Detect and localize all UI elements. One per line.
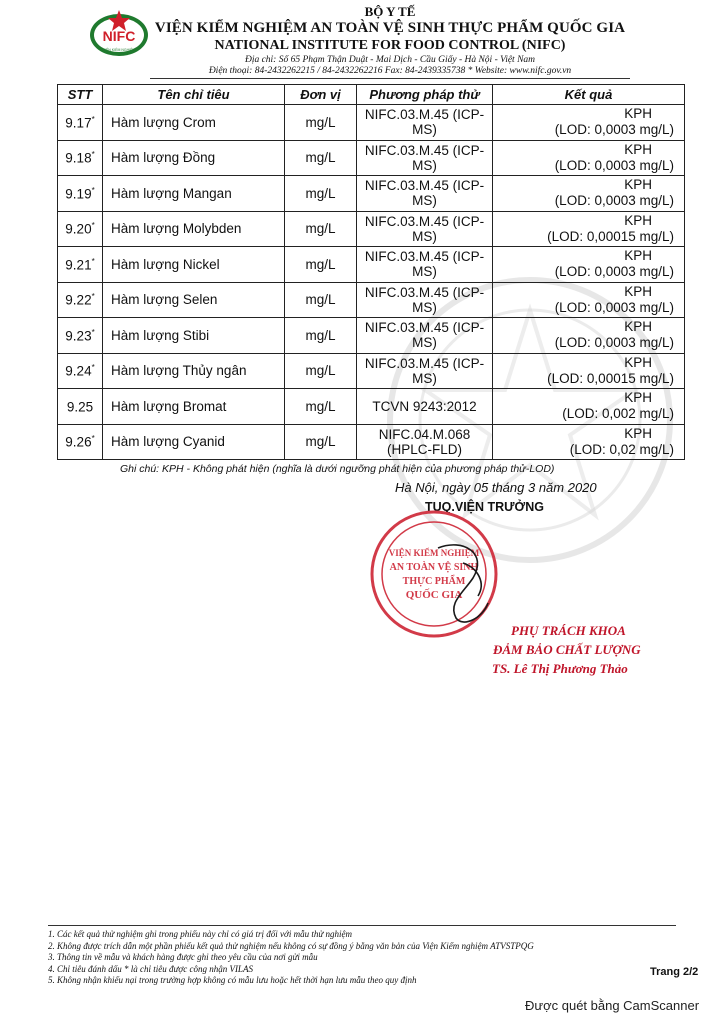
row-stt — [58, 318, 103, 354]
row-indicator: Hàm lượng Molybden — [103, 211, 285, 247]
row-result — [493, 176, 685, 212]
row-indicator: Hàm lượng Cyanid — [103, 424, 285, 460]
table-row — [58, 318, 685, 354]
result-value: KPH — [624, 177, 652, 193]
result-lod: (LOD: 0,0003 mg/L) — [554, 335, 674, 351]
stamp-line-2: AN TOÀN VỆ SINH — [389, 562, 479, 573]
row-method — [357, 389, 493, 425]
table-note: Ghi chú: KPH - Không phát hiện (nghĩa là dưới ngưỡng phát hiện của phương pháp thử-LOD) — [120, 463, 555, 475]
row-stt — [58, 140, 103, 176]
vilas-mark: * — [91, 363, 95, 372]
row-indicator: Hàm lượng Crom — [103, 105, 285, 141]
row-unit: mg/L — [285, 424, 357, 460]
result-value: KPH — [624, 319, 652, 335]
row-unit: mg/L — [285, 282, 357, 318]
vilas-mark: * — [91, 292, 95, 301]
row-result — [493, 247, 685, 283]
method-line: NIFC.03.M.45 (ICP-MS) — [364, 142, 485, 173]
row-stt — [58, 105, 103, 141]
row-unit: mg/L — [285, 140, 357, 176]
table-row — [58, 353, 685, 389]
result-lod: (LOD: 0,00015 mg/L) — [547, 228, 674, 244]
result-lod: (LOD: 0,0003 mg/L) — [554, 193, 674, 209]
method-line: NIFC.03.M.45 (ICP-MS) — [364, 107, 485, 138]
row-method — [357, 424, 493, 460]
row-result — [493, 389, 685, 425]
vilas-mark: * — [91, 114, 95, 124]
footnotes — [48, 929, 534, 987]
ministry-name: BỘ Y TẾ — [364, 4, 416, 19]
table-row — [58, 211, 685, 247]
row-indicator: Hàm lượng Nickel — [103, 247, 285, 283]
row-stt-number: 9.18 — [65, 150, 92, 166]
result-lod: (LOD: 0,002 mg/L) — [562, 406, 674, 422]
svg-text:VIỆN KIỂM NGHIỆM: VIỆN KIỂM NGHIỆM — [102, 48, 136, 52]
row-method — [357, 105, 493, 141]
row-unit: mg/L — [285, 389, 357, 425]
row-method — [357, 353, 493, 389]
table-row — [58, 176, 685, 212]
table-row — [58, 424, 685, 460]
table-row — [58, 105, 685, 141]
row-stt-number: 9.23 — [65, 328, 92, 343]
row-stt-number: 9.24 — [65, 363, 92, 379]
row-stt-number: 9.25 — [66, 399, 94, 414]
vilas-mark: * — [91, 327, 95, 337]
table-row — [58, 247, 685, 283]
stamp-line-1: VIỆN KIỂM NGHIỆM — [388, 548, 480, 558]
results-table — [57, 84, 685, 460]
method-line: NIFC.03.M.45 (ICP-MS) — [364, 284, 485, 315]
row-method — [357, 211, 493, 247]
col-header-unit: Đơn vị — [285, 85, 357, 105]
row-stt-number: 9.17 — [65, 115, 92, 130]
method-line: NIFC.03.M.45 (ICP-MS) — [364, 178, 485, 209]
row-result — [493, 318, 685, 354]
document-header — [0, 0, 723, 80]
result-value: KPH — [624, 354, 652, 370]
stamp-line-3: THỰC PHẨM — [402, 576, 466, 587]
row-result — [493, 353, 685, 389]
row-stt — [58, 389, 103, 425]
row-stt — [58, 282, 103, 318]
row-stt — [58, 211, 103, 247]
col-header-indicator: Tên chỉ tiêu — [103, 85, 285, 105]
method-line: NIFC.03.M.45 (ICP-MS) — [364, 249, 485, 280]
table-row — [58, 389, 685, 425]
row-unit: mg/L — [285, 211, 357, 247]
row-indicator: Hàm lượng Selen — [103, 282, 285, 318]
row-result — [493, 282, 685, 318]
row-stt — [58, 176, 103, 212]
institute-contact: Điện thoại: 84-2432262215 / 84-2432262216 Fax: 84-2439335738 * Website: www.nifc.gov.vn — [208, 66, 572, 76]
row-result — [493, 140, 685, 176]
result-value: KPH — [624, 248, 652, 264]
result-lod: (LOD: 0,0003 mg/L) — [554, 299, 674, 315]
col-header-result: Kết quả — [493, 85, 685, 105]
row-stt-number: 9.20 — [65, 221, 92, 237]
method-line: TCVN 9243:2012 — [372, 398, 477, 414]
vilas-mark: * — [91, 434, 95, 443]
stamp-line-4: QUỐC GIA — [405, 589, 463, 601]
result-value: KPH — [624, 425, 652, 441]
vilas-mark: * — [91, 256, 95, 266]
institute-name-vn: VIỆN KIỂM NGHIỆM AN TOÀN VỆ SINH THỰC PHẨM QUỐC GIA — [154, 20, 626, 36]
row-result — [493, 211, 685, 247]
result-lod: (LOD: 0,0003 mg/L) — [554, 157, 674, 173]
row-method — [357, 282, 493, 318]
signer-department-2: ĐẢM BẢO CHẤT LƯỢNG — [493, 642, 641, 657]
row-result — [493, 105, 685, 141]
official-stamp — [368, 508, 500, 640]
result-value: KPH — [624, 390, 652, 406]
row-method — [357, 176, 493, 212]
method-line: NIFC.04.M.068 — [378, 426, 471, 442]
result-value: KPH — [624, 106, 652, 122]
row-indicator: Hàm lượng Stibi — [103, 318, 285, 354]
row-indicator: Hàm lượng Thủy ngân — [103, 353, 285, 389]
row-unit: mg/L — [285, 105, 357, 141]
row-stt — [58, 247, 103, 283]
row-stt-number: 9.19 — [65, 186, 92, 201]
method-line: (HPLC-FLD) — [386, 441, 462, 457]
table-header-row — [58, 85, 685, 105]
row-indicator: Hàm lượng Mangan — [103, 176, 285, 212]
vilas-mark: * — [91, 150, 95, 159]
result-value: KPH — [624, 141, 652, 157]
row-unit: mg/L — [285, 318, 357, 354]
row-method — [357, 318, 493, 354]
method-line: NIFC.03.M.45 (ICP-MS) — [364, 355, 485, 386]
row-stt — [58, 353, 103, 389]
row-stt — [58, 424, 103, 460]
row-stt-number: 9.22 — [65, 292, 92, 308]
table-row — [58, 140, 685, 176]
result-lod: (LOD: 0,00015 mg/L) — [547, 370, 674, 386]
row-method — [357, 247, 493, 283]
row-unit: mg/L — [285, 176, 357, 212]
footnote-4: 4. Chỉ tiêu đánh dấu * là chỉ tiêu được công nhận VILAS — [48, 963, 253, 974]
page-number: Trang 2/2 — [650, 966, 699, 978]
result-value: KPH — [624, 283, 652, 299]
signer-name: TS. Lê Thị Phương Thảo — [492, 661, 628, 676]
footnote-3: 3. Thông tin về mẫu và khách hàng được ghi theo yêu cầu của nơi gửi mẫu — [48, 952, 318, 963]
svg-text:NIFC: NIFC — [102, 28, 136, 44]
row-method — [357, 140, 493, 176]
scanner-note: Được quét bằng CamScanner — [525, 998, 700, 1013]
row-result — [493, 424, 685, 460]
row-unit: mg/L — [285, 247, 357, 283]
nifc-logo — [88, 8, 150, 58]
issue-date: Hà Nội, ngày 05 tháng 3 năm 2020 — [395, 480, 597, 495]
row-unit: mg/L — [285, 353, 357, 389]
result-value: KPH — [624, 212, 652, 228]
table-row — [58, 282, 685, 318]
col-header-stt: STT — [58, 85, 103, 105]
result-lod: (LOD: 0,0003 mg/L) — [554, 264, 674, 280]
method-line: NIFC.03.M.45 (ICP-MS) — [364, 320, 485, 351]
col-header-method: Phương pháp thử — [357, 85, 493, 105]
result-lod: (LOD: 0,02 mg/L) — [569, 441, 674, 457]
footnote-5: 5. Không nhận khiếu nại trong trường hợp không có mẫu lưu hoặc hết thời hạn lưu mẫu theo quy định — [48, 975, 417, 986]
header-divider — [150, 78, 630, 79]
row-stt-number: 9.26 — [65, 434, 92, 450]
signer-department: PHỤ TRÁCH KHOA — [511, 623, 626, 638]
vilas-mark: * — [91, 185, 95, 195]
row-indicator: Hàm lượng Đồng — [103, 140, 285, 176]
method-line: NIFC.03.M.45 (ICP-MS) — [364, 213, 485, 244]
row-stt-number: 9.21 — [65, 257, 92, 272]
institute-name-en: NATIONAL INSTITUTE FOR FOOD CONTROL (NIFC) — [214, 38, 566, 53]
row-indicator: Hàm lượng Bromat — [103, 389, 285, 425]
vilas-mark: * — [91, 221, 95, 230]
footer-divider — [48, 925, 676, 926]
result-lod: (LOD: 0,0003 mg/L) — [554, 122, 674, 138]
institute-address: Địa chỉ: Số 65 Phạm Thận Duật - Mai Dịch - Cầu Giấy - Hà Nội - Việt Nam — [244, 55, 536, 65]
footnote-2: 2. Không được trích dẫn một phần phiếu kết quả thử nghiệm nếu không có sự đồng ý bằng văn bản của Viện Kiểm nghiệm ATVSTPQG — [48, 940, 534, 951]
footnote-1: 1. Các kết quả thử nghiệm ghi trong phiếu này chỉ có giá trị đối với mẫu thử nghiệm — [48, 929, 352, 939]
signatory-title: TUQ.VIỆN TRƯỞNG — [425, 500, 544, 514]
